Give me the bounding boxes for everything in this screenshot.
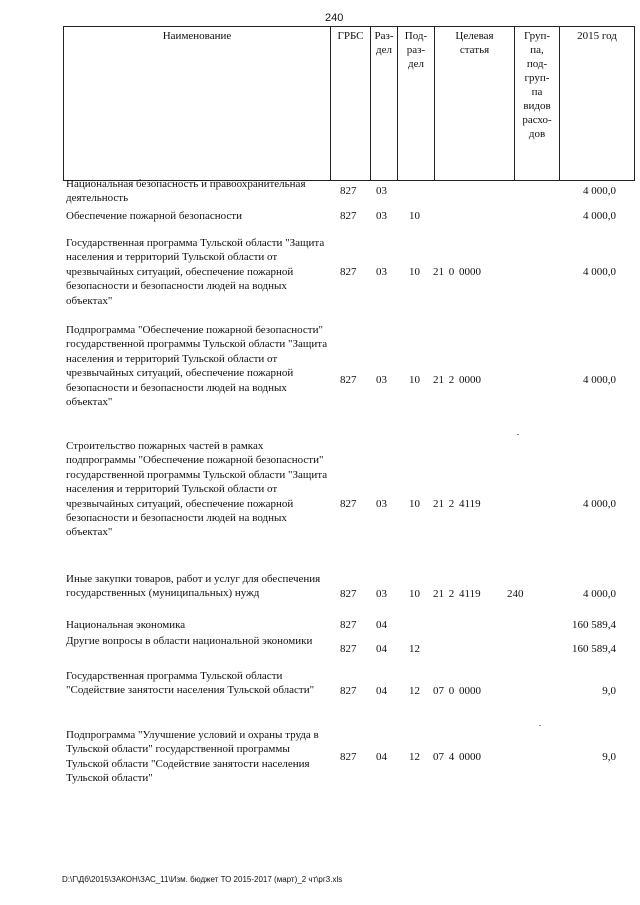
page-number: 240	[325, 12, 344, 24]
row-target: 07 0 0000	[433, 685, 481, 697]
column-header-group: Груп- па, под- груп- па видов расхо- дов	[515, 27, 560, 181]
row-name: Государственная программа Тульской области "Защита населения и территорий Тульской области от чрезвычайных ситуаций, обеспечение пожарной безопасности и безопасности людей на водных объектах"	[66, 237, 325, 307]
row-grbs: 827	[340, 619, 357, 631]
row-amount: 4 000,0	[583, 588, 616, 600]
row-razdel: 03	[376, 266, 387, 278]
row-amount: 4 000,0	[583, 185, 616, 197]
row-podrazdel: 12	[409, 643, 420, 655]
row-amount: 4 000,0	[583, 498, 616, 510]
row-amount: 160 589,4	[572, 619, 616, 631]
row-amount: 4 000,0	[583, 374, 616, 386]
row-name: Строительство пожарных частей в рамках подпрограммы "Обеспечение пожарной безопасности" государственной программы Тульской области "Защита населения и территорий Тульской области от чрезвычайных ситуаций, обеспечение пожарной безопасности и безопасности людей на водных объектах"	[66, 440, 328, 539]
row-amount: 4 000,0	[583, 210, 616, 222]
row-amount: 9,0	[602, 751, 616, 763]
row-grbs: 827	[340, 498, 357, 510]
row-name: Национальная безопасность и правоохранительная деятельность	[66, 178, 306, 205]
row-name: Другие вопросы в области национальной экономики	[66, 635, 313, 647]
row-target: 21 2 0000	[433, 374, 481, 386]
row-podrazdel: 10	[409, 498, 420, 510]
scan-speck	[539, 725, 541, 726]
row-grbs: 827	[340, 185, 357, 197]
row-grbs: 827	[340, 643, 357, 655]
row-razdel: 04	[376, 643, 387, 655]
row-grbs: 827	[340, 588, 357, 600]
table-header	[63, 26, 635, 181]
row-amount: 4 000,0	[583, 266, 616, 278]
row-razdel: 04	[376, 619, 387, 631]
row-amount: 160 589,4	[572, 643, 616, 655]
row-amount: 9,0	[602, 685, 616, 697]
row-razdel: 04	[376, 685, 387, 697]
footer-file-path: D:\Г\Дб\2015\ЗАКОН\ЗАС_11\Изм. бюджет ТО 2015-2017 (март)_2 чт\рг3.xls	[62, 875, 343, 884]
row-target: 21 2 4119	[433, 498, 481, 510]
row-name: Обеспечение пожарной безопасности	[66, 210, 243, 222]
row-name: Подпрограмма "Улучшение условий и охраны труда в Тульской области" государственной программы Тульской области "Содействие занятости населения Тульской области"	[66, 729, 319, 785]
row-podrazdel: 12	[409, 751, 420, 763]
column-header-grbs: ГРБС	[331, 27, 371, 181]
scan-speck	[517, 434, 519, 435]
row-razdel: 03	[376, 374, 387, 386]
row-grbs: 827	[340, 266, 357, 278]
row-name: Национальная экономика	[66, 619, 186, 631]
row-grbs: 827	[340, 685, 357, 697]
row-razdel: 03	[376, 588, 387, 600]
row-grbs: 827	[340, 751, 357, 763]
row-razdel: 03	[376, 498, 387, 510]
row-razdel: 04	[376, 751, 387, 763]
column-header-podrazdel: Под- раз- дел	[398, 27, 435, 181]
row-podrazdel: 10	[409, 588, 420, 600]
row-target: 21 0 0000	[433, 266, 481, 278]
row-name: Иные закупки товаров, работ и услуг для обеспечения государственных (муниципальных) нужд	[66, 573, 321, 600]
row-grbs: 827	[340, 374, 357, 386]
column-header-year: 2015 год	[560, 27, 635, 181]
column-header-razdel: Раз- дел	[371, 27, 398, 181]
row-grbs: 827	[340, 210, 357, 222]
column-header-name: Наименование	[64, 27, 331, 181]
row-podrazdel: 12	[409, 685, 420, 697]
row-name: Подпрограмма "Обеспечение пожарной безопасности" государственной программы Тульской области "Защита населения и территорий Тульской области от чрезвычайных ситуаций, обеспечение пожарной безопасности и безопасности людей на водных объектах"	[66, 324, 328, 409]
column-header-target: Целевая статья	[435, 27, 515, 181]
row-podrazdel: 10	[409, 210, 420, 222]
row-target: 07 4 0000	[433, 751, 481, 763]
row-razdel: 03	[376, 210, 387, 222]
row-podrazdel: 10	[409, 374, 420, 386]
row-podrazdel: 10	[409, 266, 420, 278]
row-razdel: 03	[376, 185, 387, 197]
row-target: 21 2 4119	[433, 588, 481, 600]
row-group: 240	[507, 588, 524, 600]
row-name: Государственная программа Тульской области "Содействие занятости населения Тульской области"	[66, 670, 315, 697]
